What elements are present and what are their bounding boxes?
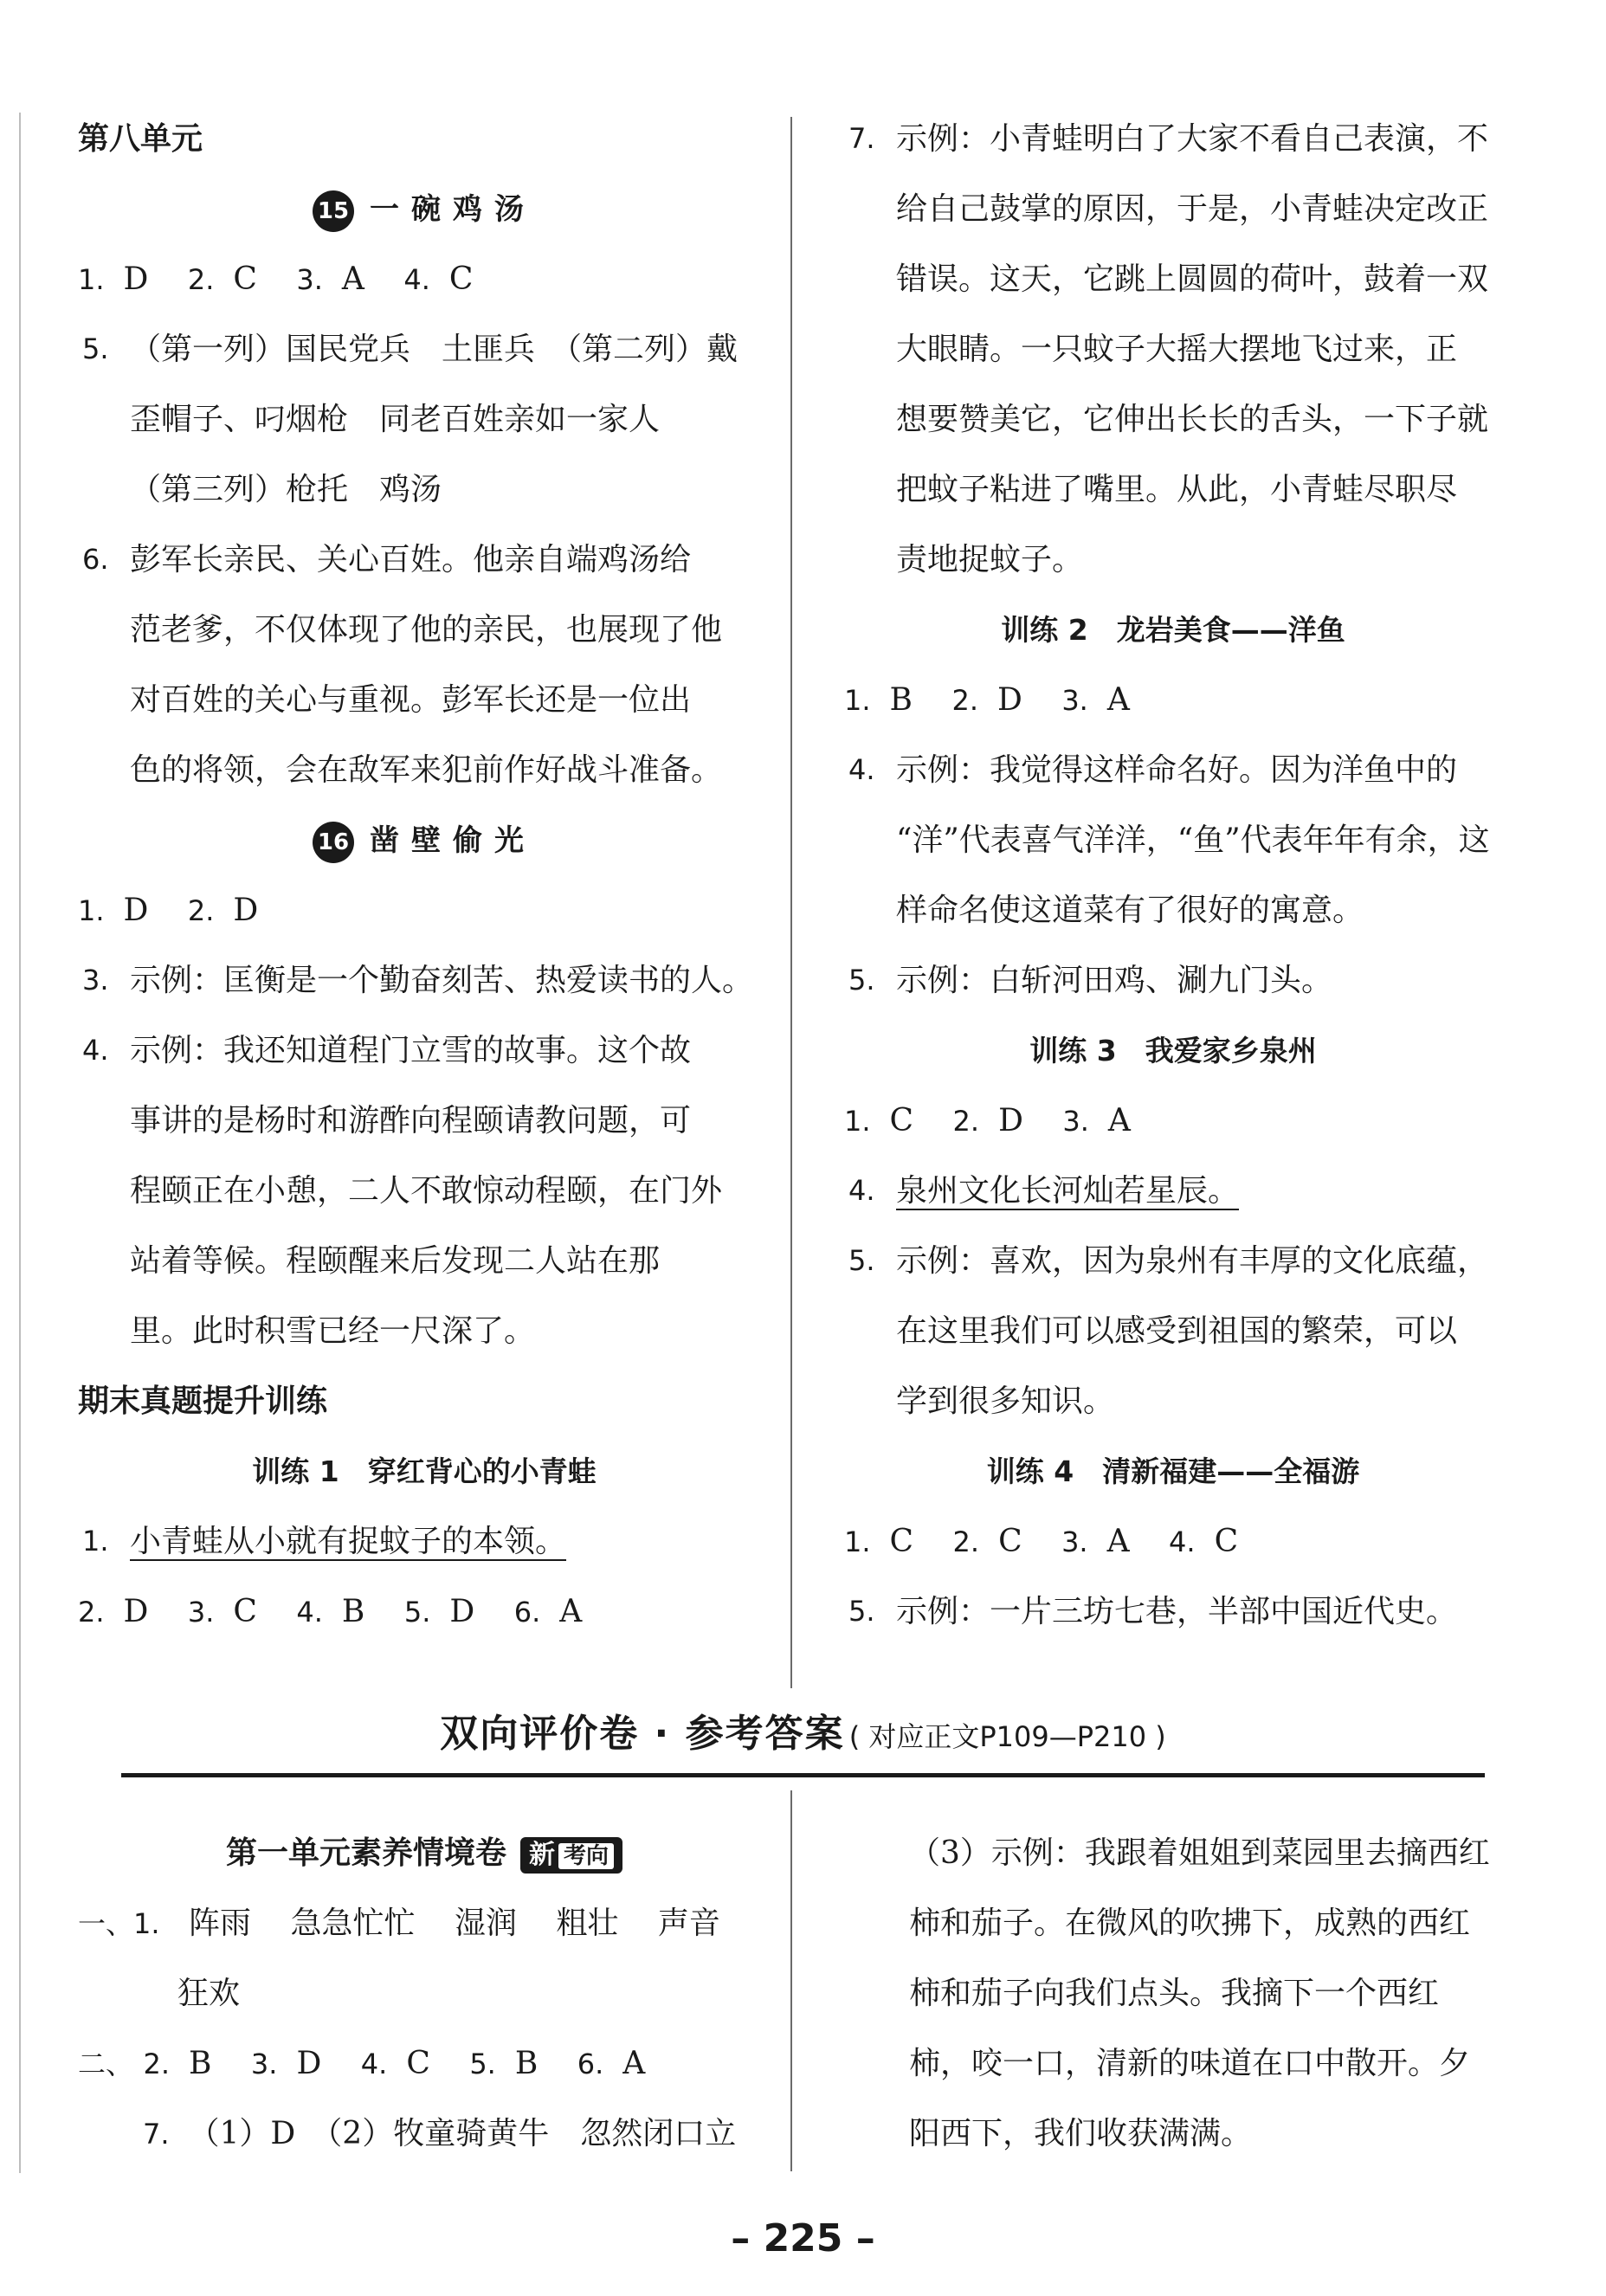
q-num: 7. <box>143 2118 170 2151</box>
final-section-title: 期末真题提升训练 <box>78 1383 328 1419</box>
answer-line <box>78 2099 771 2169</box>
q-num: 6. <box>577 2048 604 2080</box>
q-answer: A <box>1106 1524 1130 1559</box>
q-num: 2. <box>143 2048 170 2080</box>
answer-line <box>844 1086 1502 1156</box>
answer-word: 声音 <box>657 1906 720 1941</box>
answer-text: 示例：喜欢，因为泉州有丰厚的文化底蕴， <box>896 1243 1489 1279</box>
unit1-heading <box>78 1818 771 1888</box>
q-num: 6. <box>82 543 109 576</box>
training-3-heading: 训练 3 我爱家乡泉州 <box>1029 1034 1317 1067</box>
answer-word: 急急忙忙 <box>290 1906 416 1941</box>
answer-text: （第一列）国民党兵 土匪兵 （第二列）戴 <box>130 332 739 367</box>
q-num: 3. <box>250 2048 278 2080</box>
answer-text: 里。此时积雪已经一尺深了。 <box>130 1313 536 1349</box>
q-num: 3. <box>1062 1105 1089 1138</box>
right-column <box>844 104 1502 1647</box>
underlined-answer: 小青蛙从小就有捉蚊子的本领。 <box>130 1524 567 1559</box>
banner-title: 双向评价卷 · 参考答案 <box>440 1712 845 1756</box>
q-num: 1. <box>82 1525 109 1558</box>
answer-line <box>78 314 771 384</box>
q-answer: D <box>998 1103 1023 1138</box>
answer-word: 阵雨 <box>189 1906 252 1941</box>
q-num: 4. <box>848 1174 875 1207</box>
q-num: 5. <box>848 1244 875 1277</box>
q-answer: D <box>123 261 149 297</box>
answer-text: 阳西下，我们收获满满。 <box>909 2116 1253 2151</box>
page-edge-line <box>19 113 21 2173</box>
answer-key-banner <box>121 1704 1485 1764</box>
badge-new: 新 <box>529 1840 555 1870</box>
answer-text: 事讲的是杨时和游酢向程颐请教问题，可 <box>130 1103 692 1138</box>
q-answer: C <box>233 1594 257 1629</box>
answer-text: （3）示例：我跟着姐姐到菜园里去摘西红 <box>909 1835 1490 1871</box>
answer-text: 范老爹，不仅体现了他的亲民，也展现了他 <box>130 612 723 648</box>
q-answer: A <box>341 261 364 297</box>
q-num: 1. <box>844 1525 871 1558</box>
q-num: 3. <box>187 1596 215 1628</box>
q-answer: C <box>889 1524 914 1559</box>
page-number: – 225 – <box>731 2216 875 2261</box>
q-num: 3. <box>296 263 323 296</box>
q-num: 4. <box>296 1596 323 1628</box>
banner-rule <box>121 1773 1485 1777</box>
q-answer: D <box>233 893 259 928</box>
q-num: 3. <box>1061 684 1088 717</box>
q-answer: D <box>123 893 149 928</box>
answer-text: 责地捉蚊子。 <box>896 542 1084 577</box>
answer-line <box>844 945 1502 1016</box>
q-num: 4. <box>1169 1525 1196 1558</box>
q-num: 4. <box>403 263 430 296</box>
q-answer: D <box>123 1594 149 1629</box>
answer-text: 柿，咬一口，清新的味道在口中散开。夕 <box>909 2046 1471 2081</box>
answer-text: 狂欢 <box>177 1976 241 2011</box>
q-num: 7. <box>848 122 875 155</box>
bottom-left-column <box>78 1818 771 2169</box>
q-num: 1. <box>844 684 871 717</box>
q-answer: D <box>996 682 1022 718</box>
answer-line <box>844 1577 1502 1647</box>
answer-line <box>844 104 1502 174</box>
answer-line <box>78 875 771 945</box>
lesson-title: 一碗鸡汤 <box>370 192 536 227</box>
answer-line <box>844 1226 1502 1296</box>
answer-text: 程颐正在小憩，二人不敢惊动程颐，在门外 <box>130 1173 723 1209</box>
answer-line <box>78 525 771 595</box>
answer-text: 学到很多知识。 <box>896 1383 1115 1419</box>
q-num: 4. <box>360 2048 388 2080</box>
q-num: 1. <box>78 263 105 296</box>
badge-rest: 考向 <box>558 1843 614 1869</box>
answer-text: 示例：一片三坊七巷，半部中国近代史。 <box>896 1594 1458 1629</box>
answer-line <box>78 2028 771 2099</box>
q-num: 6. <box>513 1596 541 1628</box>
answer-text: 把蚊子粘进了嘴里。从此，小青蛙尽职尽 <box>896 472 1458 507</box>
training-1-heading: 训练 1 穿红背心的小青蛙 <box>252 1454 597 1488</box>
answer-text: 示例：小青蛙明白了大家不看自己表演，不 <box>896 121 1489 157</box>
answer-text: 样命名使这道菜有了很好的寓意。 <box>896 893 1364 928</box>
answer-text: 示例：我还知道程门立雪的故事。这个故 <box>130 1033 692 1068</box>
q-num: 1. <box>78 894 105 927</box>
lesson-15-heading <box>78 174 771 244</box>
unit1-title: 第一单元素养情境卷 <box>225 1835 506 1871</box>
answer-text: 对百姓的关心与重视。彭军长还是一位出 <box>130 682 692 718</box>
q-num: 5. <box>469 2048 496 2080</box>
q-num: 一、1. <box>78 1907 160 1940</box>
q-answer: B <box>514 2046 539 2081</box>
q-num: 2. <box>187 894 215 927</box>
q-num: 4. <box>82 1034 109 1067</box>
q-num: 3. <box>1061 1525 1088 1558</box>
answer-text: 大眼睛。一只蚊子大摇大摆地飞过来，正 <box>896 332 1458 367</box>
answer-text: （第三列）枪托 鸡汤 <box>130 472 442 507</box>
q-answer: C <box>1214 1524 1239 1559</box>
answer-word: 湿润 <box>454 1906 517 1941</box>
answer-text: 示例：匡衡是一个勤奋刻苦、热爱读书的人。 <box>130 963 754 998</box>
answer-text: （1）D （2）牧童骑黄牛 忽然闭口立 <box>188 2116 737 2151</box>
q-answer: C <box>448 261 474 297</box>
q-answer: C <box>233 261 257 297</box>
answer-text: 错误。这天，它跳上圆圆的荷叶，鼓着一双 <box>896 261 1489 297</box>
column-divider <box>790 117 792 1688</box>
answer-line <box>844 665 1502 735</box>
answer-text: 示例：白斩河田鸡、涮九门头。 <box>896 963 1333 998</box>
new-direction-badge <box>520 1837 622 1874</box>
answer-text: 彭军长亲民、关心百姓。他亲自端鸡汤给 <box>130 542 692 577</box>
q-answer: B <box>889 682 913 718</box>
q-num: 4. <box>848 753 875 786</box>
answer-text: 歪帽子、叼烟枪 同老百姓亲如一家人 <box>130 402 661 437</box>
lesson-number-badge: 15 <box>313 190 354 232</box>
q-answer: D <box>296 2046 322 2081</box>
q-answer: C <box>998 1524 1022 1559</box>
q-answer: A <box>622 2046 646 2081</box>
q-answer: A <box>559 1594 583 1629</box>
q-answer: A <box>1107 1103 1131 1138</box>
answer-text: 柿和茄子向我们点头。我摘下一个西红 <box>909 1976 1440 2011</box>
q-num: 2. <box>952 1105 980 1138</box>
lesson-title: 凿壁偷光 <box>370 823 536 858</box>
answer-line <box>78 1506 771 1577</box>
q-answer: C <box>406 2046 430 2081</box>
answer-line <box>78 1016 771 1086</box>
answer-line <box>844 1506 1502 1577</box>
answer-line <box>78 1577 771 1647</box>
q-num: 2. <box>78 1596 105 1628</box>
lesson-16-heading <box>78 805 771 875</box>
answer-text: 在这里我们可以感受到祖国的繁荣，可以 <box>896 1313 1458 1349</box>
q-num: 3. <box>82 964 109 996</box>
answer-line <box>78 244 771 314</box>
q-num: 5. <box>848 1595 875 1628</box>
q-num: 5. <box>403 1596 431 1628</box>
training-2-heading: 训练 2 龙岩美食——洋鱼 <box>1001 613 1345 647</box>
q-num: 二、 <box>78 2048 134 2080</box>
q-num: 2. <box>951 684 978 717</box>
q-answer: C <box>889 1103 914 1138</box>
column-divider-bottom <box>790 1790 792 2171</box>
answer-text: 色的将领，会在敌军来犯前作好战斗准备。 <box>130 752 723 788</box>
banner-subtitle: ( 对应正文P109—P210 ) <box>848 1720 1166 1753</box>
left-column <box>78 104 771 1647</box>
q-answer: B <box>341 1594 365 1629</box>
answer-text: 示例：我觉得这样命名好。因为洋鱼中的 <box>896 752 1458 788</box>
unit-title: 第八单元 <box>78 121 203 157</box>
q-num: 2. <box>187 263 215 296</box>
answer-text: 站着等候。程颐醒来后发现二人站在那 <box>130 1243 661 1279</box>
answer-line <box>78 945 771 1016</box>
answer-text: 柿和茄子。在微风的吹拂下，成熟的西红 <box>909 1906 1471 1941</box>
q-num: 2. <box>952 1525 980 1558</box>
answer-text: 想要赞美它，它伸出长长的舌头，一下子就 <box>896 402 1489 437</box>
answer-line <box>844 1156 1502 1226</box>
answer-text: 给自己鼓掌的原因，于是，小青蛙决定改正 <box>896 191 1489 227</box>
answer-line <box>844 735 1502 805</box>
training-4-heading: 训练 4 清新福建——全福游 <box>986 1454 1360 1488</box>
q-num: 5. <box>82 332 109 365</box>
bottom-right-column <box>909 1818 1515 2169</box>
q-answer: B <box>189 2046 212 2081</box>
q-num: 1. <box>844 1105 871 1138</box>
q-answer: D <box>449 1594 475 1629</box>
answer-line <box>78 1888 771 1958</box>
answer-word: 粗壮 <box>556 1906 619 1941</box>
lesson-number-badge: 16 <box>313 822 354 863</box>
q-num: 5. <box>848 964 875 996</box>
answer-text: “洋”代表喜气洋洋，“鱼”代表年年有余，这 <box>896 822 1490 858</box>
underlined-answer: 泉州文化长河灿若星辰。 <box>896 1173 1240 1209</box>
q-answer: A <box>1106 682 1130 718</box>
